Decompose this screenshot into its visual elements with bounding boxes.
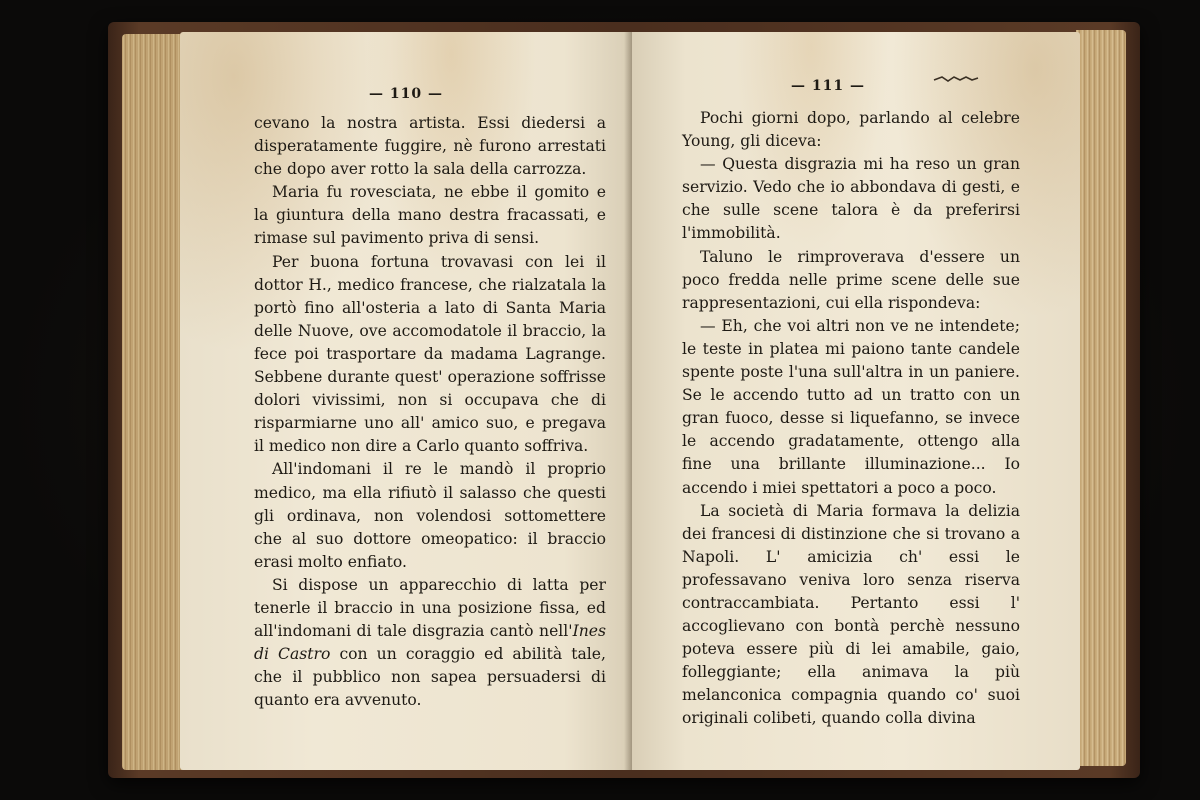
right-page-text xyxy=(682,107,1020,731)
left-page-text xyxy=(254,112,606,712)
paragraph: cevano la nostra artista. Essi diedersi a disperatamente fuggire, nè furono arrestati che dopo aver rotto la sala della carrozza. xyxy=(254,114,606,179)
paragraph: La società di Maria formava la delizia dei francesi di distinzione che si trovano a Napoli. L' amicizia ch' essi le professavano veniva loro senza riserva contraccambiata. Pertanto essi l' accoglievano con bontà perchè nessuno poteva essere più di lei amabile, gaio, folleggiante; ella animava la più melanconica compagnia quando co' suoi originali colibeti, quando colla divina xyxy=(682,501,1020,728)
page-number-left: — 110 — xyxy=(369,86,443,102)
paragraph-text: con un coraggio ed abilità tale, che il pubblico non sapea persuadersi di quanto era avvenuto. xyxy=(254,645,606,710)
left-page xyxy=(180,32,632,770)
paragraph: Taluno le rimproverava d'essere un poco fredda nelle prime scene delle sue rappresentazioni, cui ella rispondeva: xyxy=(682,247,1020,312)
right-page xyxy=(632,32,1080,770)
paragraph: Per buona fortuna trovavasi con lei il dottor H., medico francese, che rialzatala la portò fino all'osteria a lato di Santa Maria delle Nuove, ove accomodatole il braccio, la fece poi trasportare da madama Lagrange. Sebbene durante quest' operazione soffrisse dolori vivissimi, non si occupava che di risparmiarne uno all' amico suo, e pregava il medico non dire a Carlo quanto soffriva. xyxy=(254,252,606,456)
opera-title: Ines di Castro xyxy=(254,622,606,664)
paragraph: — Eh, che voi altri non ve ne intendete; le teste in platea mi paiono tante candele spente poste l'una sull'altra in un paniere. Se le accendo tutto ad un tratto con un gran fuoco, desse si liquefanno, se invece le accendo gradatamente, ottengo alla fine una brillante illuminazione... Io accendo i miei spettatori a poco a poco. xyxy=(682,316,1020,497)
paragraph: All'indomani il re le mandò il proprio medico, ma ella rifiutò il salasso che questi gli ordinava, non volendosi sottomettere che al suo dottore omeopatico: il braccio erasi molto enfiato. xyxy=(254,460,606,571)
paragraph: Maria fu rovesciata, ne ebbe il gomito e la giuntura della mano destra fracassati, e rimase sul pavimento priva di sensi. xyxy=(254,183,606,248)
page-edges-right xyxy=(1076,30,1126,766)
page-number-right: — 111 — xyxy=(791,78,865,94)
paragraph: Pochi giorni dopo, parlando al celebre Young, gli diceva: xyxy=(682,109,1020,151)
paragraph: — Questa disgrazia mi ha reso un gran servizio. Vedo che io abbondava di gesti, e che sulle scene talora è da preferirsi l'immobilità. xyxy=(682,155,1020,243)
page-edges-left xyxy=(122,34,184,770)
paragraph xyxy=(254,574,606,713)
paragraph-text: Si dispose un apparecchio di latta per tenerle il braccio in una posizione fissa, ed all'indomani di tale disgrazia cantò nell' xyxy=(254,575,606,641)
pencil-mark-icon xyxy=(932,74,980,84)
